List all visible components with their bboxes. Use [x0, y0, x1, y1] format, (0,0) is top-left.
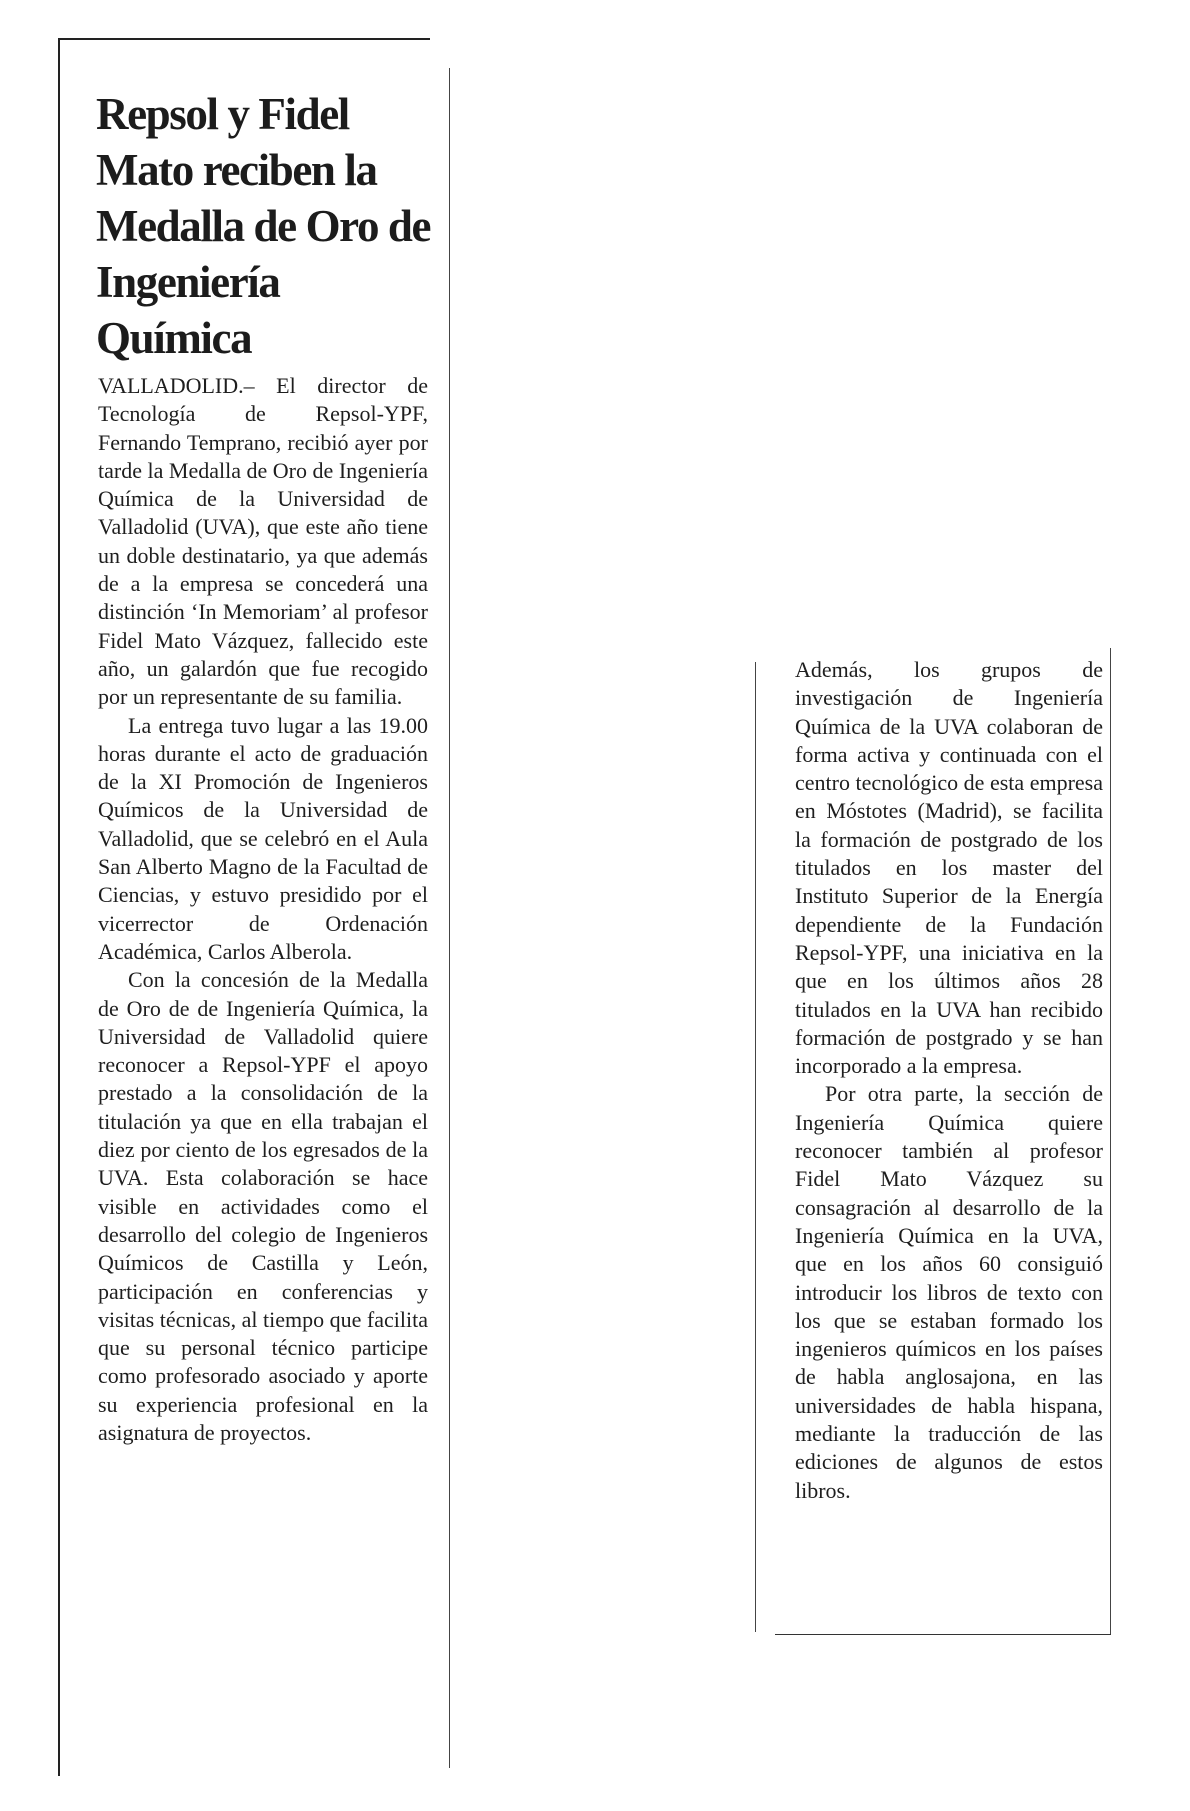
article-body-right	[795, 656, 1103, 1505]
paragraph: La entrega tuvo lugar a las 19.00 horas durante el acto de graduación de la XI Promoción de Ingenieros Químicos de la Universidad de Valladolid, que se celebró en el Aula San Alberto Magno de la Facultad de Ciencias, y estuvo presidido por el vicerrector de Ordenación Académica, Carlos Alberola.	[98, 712, 428, 964]
article-headline: Repsol y Fidel Mato reciben la Medalla de Oro de Ingeniería Química	[96, 89, 431, 363]
paragraph: VALLADOLID.– El director de Tecnología de Repsol-YPF, Fernando Temprano, recibió ayer por tarde la Medalla de Oro de Ingeniería Química de la Universidad de Valladolid (UVA), que este año tiene un doble destinatario, ya que además de a la empresa se concederá una distinción ‘In Memoriam’ al profesor Fidel Mato Vázquez, fallecido este año, un galardón que fue recogido por un representante de su familia.	[98, 373, 428, 710]
frame-border-left	[58, 38, 60, 1776]
frame-border-top	[58, 38, 430, 40]
clipping-main	[58, 38, 450, 1778]
column-rule-left	[755, 662, 756, 1632]
paragraph: Con la concesión de la Medalla de Oro de de Ingeniería Química, la Universidad de Valladolid quiere reconocer a Repsol-YPF el apoyo prestado a la consolidación de la titulación ya que en ella trabajan el diez por ciento de los egresados de la UVA. Esta colaboración se hace visible en actividades como el desarrollo del colegio de Ingenieros Químicos de Castilla y León, participación en conferencias y visitas técnicas, al tiempo que facilita que su personal técnico participe como profesorado asociado y aporte su experiencia profesional en la asignatura de proyectos.	[98, 967, 428, 1445]
column-rule-right	[1110, 648, 1111, 1634]
frame-border-bottom	[775, 1634, 1111, 1635]
paragraph: Además, los grupos de investigación de Ingeniería Química de la UVA colaboran de forma activa y continuada con el centro tecnológico de esta empresa en Móstotes (Madrid), se facilita la formación de postgrado de los titulados en los master del Instituto Superior de la Energía dependiente de la Fundación Repsol-YPF, una iniciativa en la que en los últimos años 28 titulados en la UVA han recibido formación de postgrado y se han incorporado a la empresa.	[795, 657, 1103, 1079]
column-rule-right	[449, 68, 450, 1768]
clipping-continuation	[755, 648, 1115, 1636]
paragraph: Por otra parte, la sección de Ingeniería Química quiere reconocer también al profesor Fidel Mato Vázquez su consagración al desarrollo de la Ingeniería Química en la UVA, que en los años 60 consiguió introducir los libros de texto con los que se estaban formado los ingenieros químicos en los países de habla anglosajona, en las universidades de habla hispana, mediante la traducción de las ediciones de algunos de estos libros.	[795, 1081, 1103, 1503]
article-body-left	[98, 372, 428, 1447]
